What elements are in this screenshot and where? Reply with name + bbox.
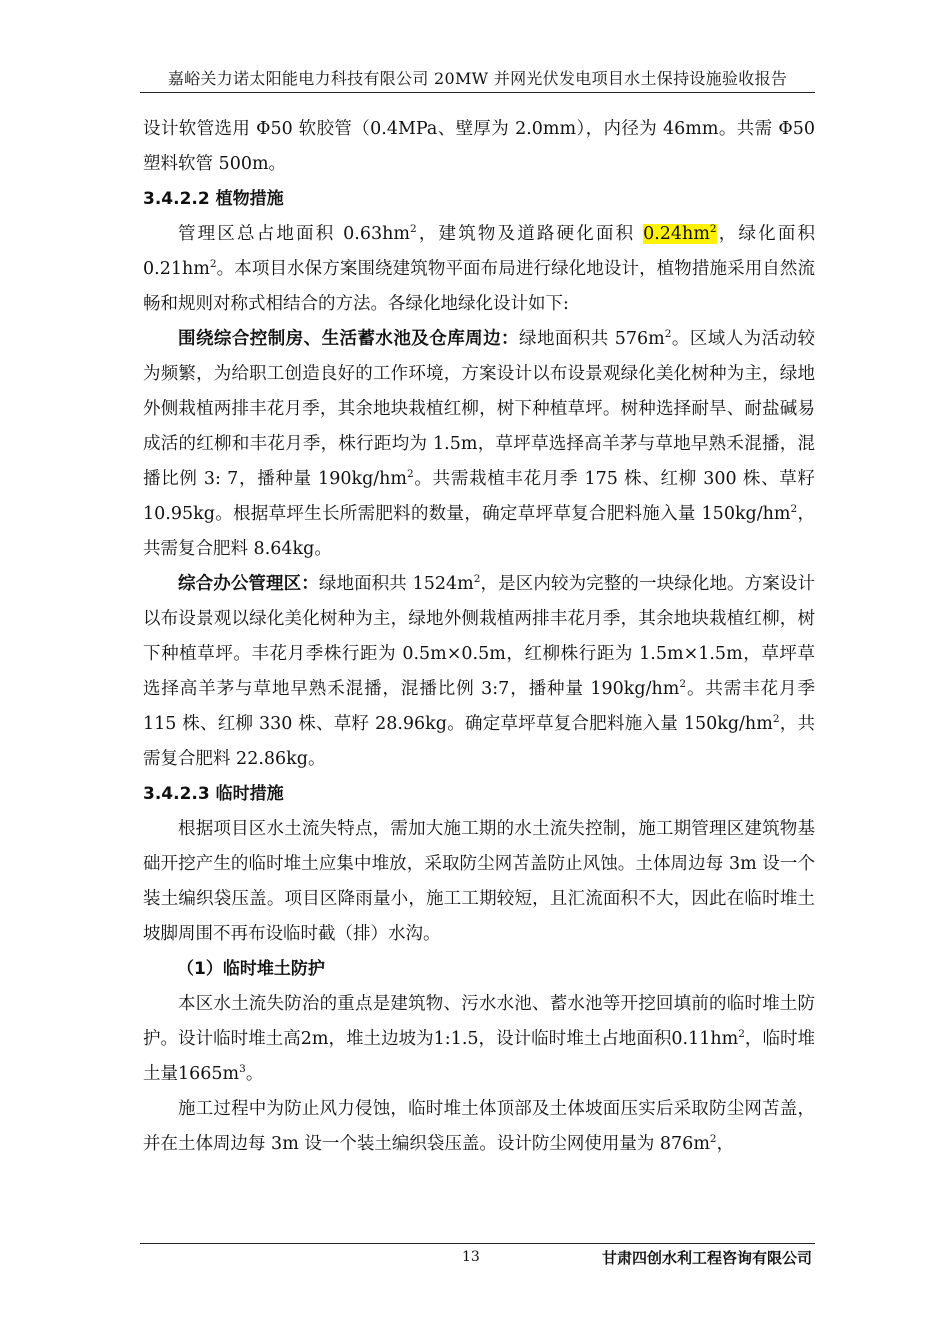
paragraph-office-area: 综合办公管理区：绿地面积共 $1524m^2$，是区内较为完整的一块绿化地。方案设计以布设景观以绿化美化树种为主，绿地外侧栽植两排丰花月季，其余地块栽植红柳，树下种植草坪。丰花月季株行距为 0.5m×0.5m，红柳株行距为 1.5m×1.5m，草坪草选择高羊茅与草地早熟禾混播，混播比例 3:7，播种量 $190kg/hm^2$。共需丰花月季 115 株、红柳 330 株、草籽 28.96kg。确定草坪草复合肥料施入量 $150kg/hm^2$，共需复合肥料 22.86kg。	[143, 573, 816, 769]
paragraph-management-area: 管理区总占地面积 $0.63hm^2$，建筑物及道路硬化面积 $0.24hm^2$，绿化面积 $0.21hm^2$。本项目水保方案围绕建筑物平面布局进行绿化地设计，植物措施采用自然流畅和规则对称式相结合的方法。各绿化地绿化设计如下:	[143, 223, 816, 314]
running-header: 嘉峪关力诺太阳能电力科技有限公司 20MW 并网光伏发电项目水土保持设施验收报告	[167, 69, 788, 88]
paragraph-temporary-overview: 根据项目区水土流失特点，需加大施工期的水土流失控制，施工期管理区建筑物基础开挖产生的临时堆土应集中堆放，采取防尘网苫盖防止风蚀。土体周边每 3m 设一个装土编织袋压盖。项目区降雨量小，施工工期较短，且汇流面积不大，因此在临时堆土坡脚周围不再布设临时截（排）水沟。	[143, 819, 815, 944]
header-rule	[140, 92, 815, 93]
subheading-temporary-soil-protection: （1）临时堆土防护	[177, 959, 325, 979]
paragraph-hose: 设计软管选用 Φ50 软胶管（0.4MPa、壁厚为 2.0mm），内径为 46mm。共需 Φ50 塑料软管 500m。	[143, 119, 815, 174]
page-number: 13	[462, 1249, 480, 1265]
section-heading-plant-measures: 3.4.2.2 植物措施	[143, 189, 284, 209]
paragraph-temporary-soil: 本区水土流失防治的重点是建筑物、污水水池、蓄水池等开挖回填前的临时堆土防护。设计临时堆土高2m，堆土边坡为1:1.5，设计临时堆土占地面积$0.11hm^2$，临时堆土量$1665m^3$。	[143, 994, 816, 1084]
paragraph-control-room-area: 围绕综合控制房、生活蓄水池及仓库周边：绿地面积共 $576m^2$。区域人为活动较为频繁，为给职工创造良好的工作环境，方案设计以布设景观绿化美化树种为主，绿地外侧栽植两排丰花月季，其余地块栽植红柳，树下种植草坪。树种选择耐旱、耐盐碱易成活的红柳和丰花月季，株行距均为 1.5m，草坪草选择高羊茅与草地早熟禾混播，混播比例 3: 7，播种量 $190kg/hm^2$。共需栽植丰花月季 175 株、红柳 300 株、草籽 10.95kg。根据草坪生长所需肥料的数量，确定草坪草复合肥料施入量 $150kg/hm^2$，共需复合肥料 8.64kg。	[143, 328, 816, 559]
highlighted-value: $0.24hm^2$	[643, 223, 717, 244]
footer-organization: 甘肃四创水利工程咨询有限公司	[601, 1249, 812, 1267]
paragraph-label: 围绕综合控制房、生活蓄水池及仓库周边：	[178, 329, 519, 349]
section-heading-temporary-measures: 3.4.2.3 临时措施	[143, 784, 284, 804]
footer-rule	[140, 1243, 815, 1244]
document-body	[143, 112, 815, 1162]
paragraph-dust-net: 施工过程中为防止风力侵蚀，临时堆土体顶部及土体坡面压实后采取防尘网苫盖，并在土体周边每 3m 设一个装土编织袋压盖。设计防尘网使用量为 $876m^2$，	[143, 1099, 815, 1154]
paragraph-label: 综合办公管理区：	[178, 574, 319, 594]
